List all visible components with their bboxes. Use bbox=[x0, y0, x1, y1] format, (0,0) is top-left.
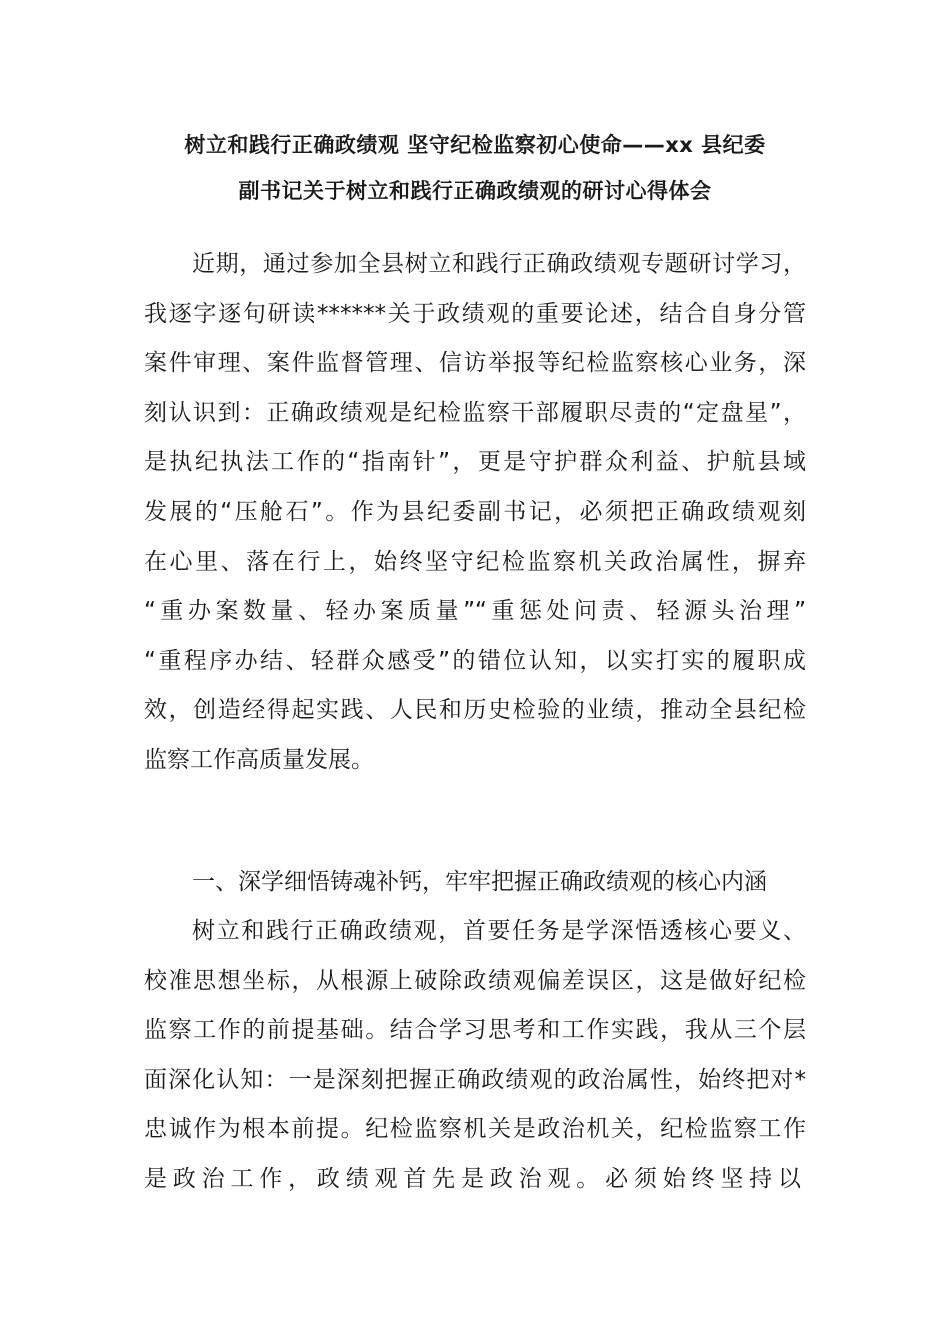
paragraph-line: 是政治工作，政绩观首先是政治观。必须始终坚持以 bbox=[144, 1165, 806, 1192]
paragraph-line: 是执纪执法工作的“指南针”，更是守护群众利益、护航县域 bbox=[144, 449, 806, 476]
section-heading-text: 一、深学细悟铸魂补钙，牢牢把握正确政绩观的核心内涵 bbox=[192, 869, 767, 895]
section-heading-1 bbox=[144, 858, 806, 908]
paragraph-section1 bbox=[144, 907, 806, 1205]
paragraph-line: 近期，通过参加全县树立和践行正确政绩观专题研讨学习， bbox=[192, 251, 806, 277]
paragraph-line: 我逐字逐句研读******关于政绩观的重要论述，结合自身分管 bbox=[144, 300, 806, 327]
paragraph-line: 在心里、落在行上，始终坚守纪检监察机关政治属性，摒弃 bbox=[144, 548, 806, 575]
paragraph-line: 忠诚作为根本前提。纪检监察机关是政治机关，纪检监察工作 bbox=[144, 1116, 806, 1143]
paragraph-line: 监察工作高质量发展。 bbox=[144, 746, 374, 773]
paragraph-line: 案件审理、案件监督管理、信访举报等纪检监察核心业务，深 bbox=[144, 350, 806, 377]
paragraph-line: 刻认识到：正确政绩观是纪检监察干部履职尽责的“定盘星”， bbox=[144, 399, 806, 426]
paragraph-line: 校准思想坐标，从根源上破除政绩观偏差误区，这是做好纪检 bbox=[144, 967, 806, 994]
title-line-2: 副书记关于树立和践行正确政绩观的研讨心得体会 bbox=[238, 179, 712, 203]
paragraph-intro bbox=[144, 240, 806, 786]
paragraph-line: “重办案数量、轻办案质量”“重惩处问责、轻源头治理” bbox=[144, 598, 806, 625]
paragraph-line: 监察工作的前提基础。结合学习思考和工作实践，我从三个层 bbox=[144, 1017, 806, 1044]
paragraph-line: “重程序办结、轻群众感受”的错位认知，以实打实的履职成 bbox=[144, 647, 806, 674]
paragraph-line: 发展的“压舱石”。作为县纪委副书记，必须把正确政绩观刻 bbox=[144, 498, 806, 525]
title-line-1: 树立和践行正确政绩观 坚守纪检监察初心使命——xx 县纪委 bbox=[184, 133, 766, 157]
paragraph-line: 效，创造经得起实践、人民和历史检验的业绩，推动全县纪检 bbox=[144, 697, 806, 724]
paragraph-line: 面深化认知：一是深刻把握正确政绩观的政治属性，始终把对* bbox=[144, 1066, 806, 1093]
paragraph-line: 树立和践行正确政绩观，首要任务是学深悟透核心要义、 bbox=[192, 918, 806, 944]
document-title bbox=[130, 122, 820, 214]
